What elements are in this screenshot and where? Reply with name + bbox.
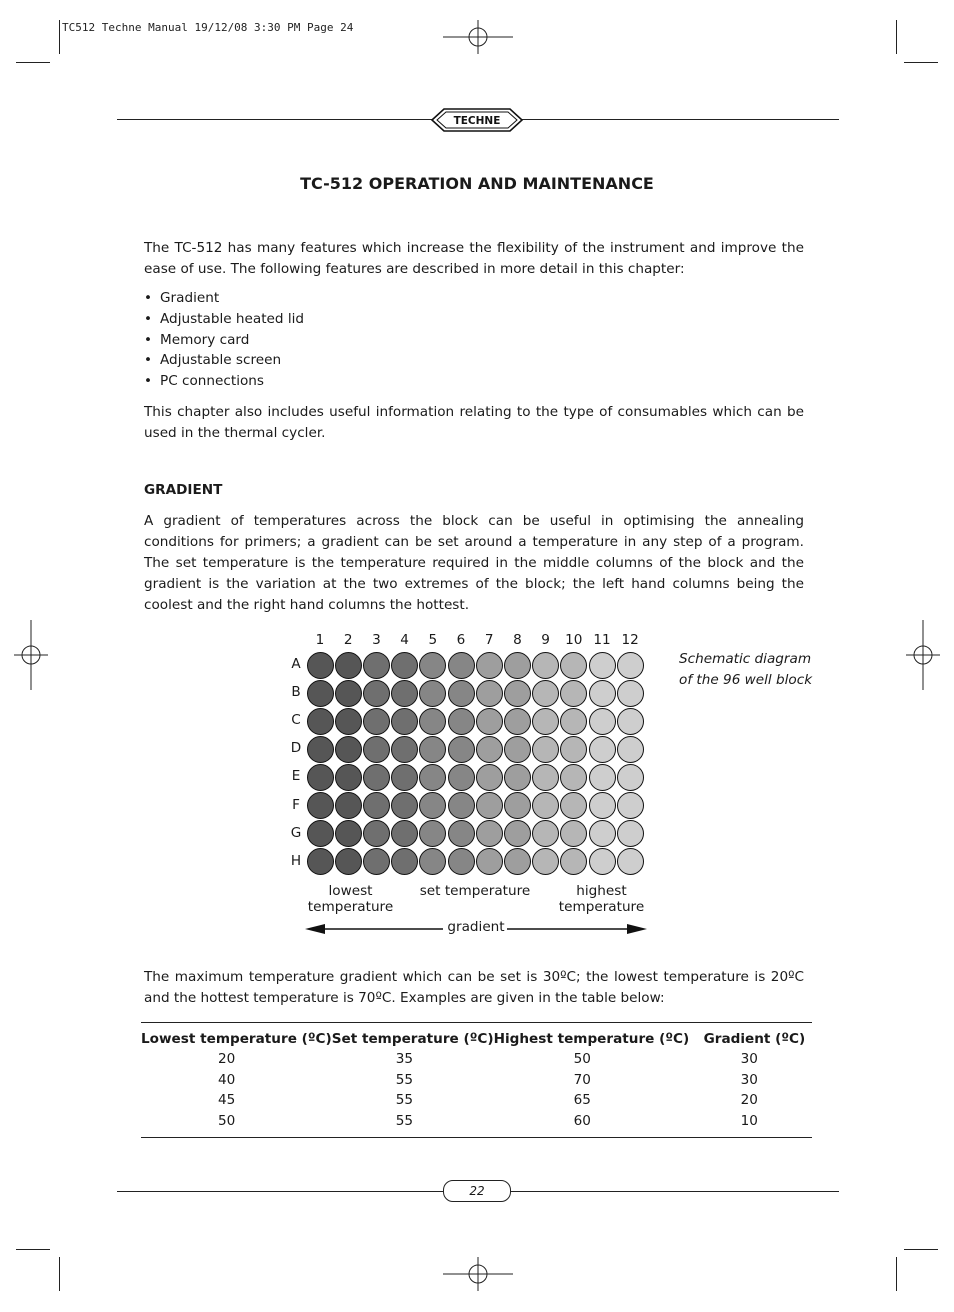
caption-line: Schematic diagram [679,651,812,667]
well [391,764,418,791]
table-row [141,1090,812,1111]
crop-mark [16,1249,50,1250]
well [448,652,475,679]
crop-mark [904,1249,938,1250]
well [617,792,644,819]
row-label: D [290,740,302,757]
list-item: • PC connections [144,371,304,392]
table-cell: 50 [573,1051,591,1067]
well [476,848,503,875]
row-label: F [292,796,300,813]
lowest-temp-label [300,883,401,915]
techne-logo-text: TECHNE [453,115,501,127]
well [448,820,475,847]
column-header: Lowest temperature (ºC) [141,1031,332,1047]
well [617,848,644,875]
well [448,848,475,875]
table-cell: 30 [740,1071,758,1088]
well [391,736,418,763]
well [504,680,531,707]
well [560,708,587,735]
well [391,848,418,875]
well [448,764,475,791]
well [589,848,616,875]
well [335,848,362,875]
well [617,736,644,763]
row-label: B [291,684,301,701]
table-cell: 45 [218,1092,236,1108]
well [307,680,334,707]
column-label: 7 [484,632,494,648]
well [504,736,531,763]
well [419,792,446,819]
well [532,820,559,847]
feature-list [144,288,304,392]
well [476,820,503,847]
well [476,680,503,707]
table-row [141,1070,812,1091]
column-label: 4 [400,632,409,648]
registration-mark-icon [443,1257,513,1291]
column-label: 8 [513,632,522,648]
table-cell: 40 [218,1071,236,1088]
label-line: temperature [558,899,645,915]
well [419,652,446,679]
well [617,680,644,707]
well [560,680,587,707]
well [335,652,362,679]
row-label: A [291,656,301,672]
well [448,680,475,707]
row-label: H [290,852,302,869]
well [476,736,503,763]
crop-mark [896,20,897,54]
well [476,708,503,735]
label-line: lowest [328,883,373,899]
well [448,708,475,735]
well [363,764,390,791]
well [560,652,587,679]
diagram-caption [679,649,812,691]
well [391,652,418,679]
well [419,848,446,875]
column-label: 1 [315,632,325,648]
well [307,820,334,847]
row-label: C [291,712,301,729]
well [307,652,334,679]
gradient-paragraph: A gradient of temperatures across the block can be useful in optimising the annealing conditions for primers; a gradient can be set around a temperature in any step of a program. The set temperature is the temperature required in the middle columns of the block and the gradient is the variation at the two extremes of the block; the left hand columns being the coolest and the right hand columns the hottest. [144,513,804,613]
well [504,764,531,791]
well [560,792,587,819]
table-cell: 50 [218,1112,236,1129]
print-slug: TC512 Techne Manual 19/12/08 3:30 PM Page 24 [62,21,354,34]
well [504,708,531,735]
well [363,652,390,679]
table-cell: 55 [395,1092,414,1108]
techne-logo [430,107,524,137]
column-header: Set temperature (ºC) [331,1031,494,1047]
well [307,736,334,763]
well [419,736,446,763]
well [504,792,531,819]
well [391,680,418,707]
well [589,652,616,679]
arrow-left-icon [305,924,325,934]
well [589,708,616,735]
well [448,736,475,763]
column-label: 10 [565,632,583,648]
well [560,848,587,875]
column-label: 11 [593,632,611,648]
section-heading: GRADIENT [144,482,223,498]
table-cell: 60 [573,1112,591,1129]
label-line: highest [576,883,627,899]
table-cell: 20 [218,1051,236,1067]
crop-mark [896,1257,897,1291]
page-number: 22 [443,1180,511,1202]
highest-temp-label [551,883,652,915]
well [589,736,616,763]
well [532,792,559,819]
list-item: • Memory card [144,330,304,351]
well [419,764,446,791]
well [307,764,334,791]
well [617,652,644,679]
arrow-right-icon [627,924,647,934]
well [504,848,531,875]
well [307,708,334,735]
well [363,708,390,735]
set-temp-label: set temperature [419,883,531,899]
chapter-note: This chapter also includes useful information relating to the type of consumables which can be used in the thermal cycler. [144,404,804,441]
table-body [141,1049,812,1138]
well [363,848,390,875]
well [617,820,644,847]
crop-mark [16,62,50,63]
column-header: Gradient (ºC) [703,1031,806,1047]
well [335,708,362,735]
column-header: Highest temperature (ºC) [493,1031,690,1047]
column-label: 12 [621,632,639,648]
well [560,820,587,847]
column-label: 6 [456,632,466,648]
table-cell: 30 [740,1051,758,1067]
well [532,708,559,735]
well [335,764,362,791]
well [532,652,559,679]
well [307,792,334,819]
well [617,708,644,735]
well [532,736,559,763]
table-row [141,1111,812,1138]
well [363,736,390,763]
column-label: 3 [372,632,381,648]
table-cell: 20 [740,1092,758,1108]
list-item: • Gradient [144,288,304,309]
table-row [141,1049,812,1070]
well [560,764,587,791]
well [363,820,390,847]
well [391,708,418,735]
list-item: • Adjustable heated lid [144,309,304,330]
well [476,764,503,791]
intro-paragraph: The TC-512 has many features which increase the flexibility of the instrument and improve the ease of use. The following features are described in more detail in this chapter: [144,240,804,277]
column-label: 2 [343,632,353,648]
crop-mark [59,1257,60,1291]
column-label: 9 [541,632,550,648]
well [391,820,418,847]
table-cell: 10 [740,1112,758,1129]
table-cell: 70 [573,1071,591,1088]
table-cell: 55 [395,1071,414,1088]
well [335,792,362,819]
caption-line: of the 96 well block [679,672,813,688]
well [419,680,446,707]
page-title: TC-512 OPERATION AND MAINTENANCE [300,174,654,193]
registration-mark-icon [906,620,940,690]
well [448,792,475,819]
well [504,652,531,679]
well [363,680,390,707]
well [504,820,531,847]
well [307,848,334,875]
well [335,820,362,847]
crop-mark [904,62,938,63]
well [532,680,559,707]
table-cell: 65 [573,1092,591,1108]
gradient-table [141,1022,812,1138]
registration-mark-icon [443,20,513,54]
column-label: 5 [428,632,438,648]
registration-mark-icon [14,620,48,690]
well [476,652,503,679]
label-line: temperature [307,899,394,915]
well [391,792,418,819]
row-label: E [291,768,301,785]
max-gradient-paragraph: The maximum temperature gradient which can be set is 30ºC; the lowest temperature is 20ºC and the hottest temperature is 70ºC. Examples are given in the table below: [144,969,804,1006]
well [363,792,390,819]
well [589,820,616,847]
well [617,764,644,791]
well [589,680,616,707]
well [589,764,616,791]
well [532,764,559,791]
well [335,680,362,707]
well [532,848,559,875]
list-item: • Adjustable screen [144,350,304,371]
well [419,708,446,735]
table-cell: 55 [395,1112,414,1129]
crop-mark [59,20,60,54]
table-header-row [141,1023,812,1050]
well [589,792,616,819]
gradient-arrow-label: gradient [447,919,505,935]
table-cell: 35 [395,1051,414,1067]
row-label: G [290,824,302,841]
well [476,792,503,819]
well [560,736,587,763]
well [419,820,446,847]
well [335,736,362,763]
